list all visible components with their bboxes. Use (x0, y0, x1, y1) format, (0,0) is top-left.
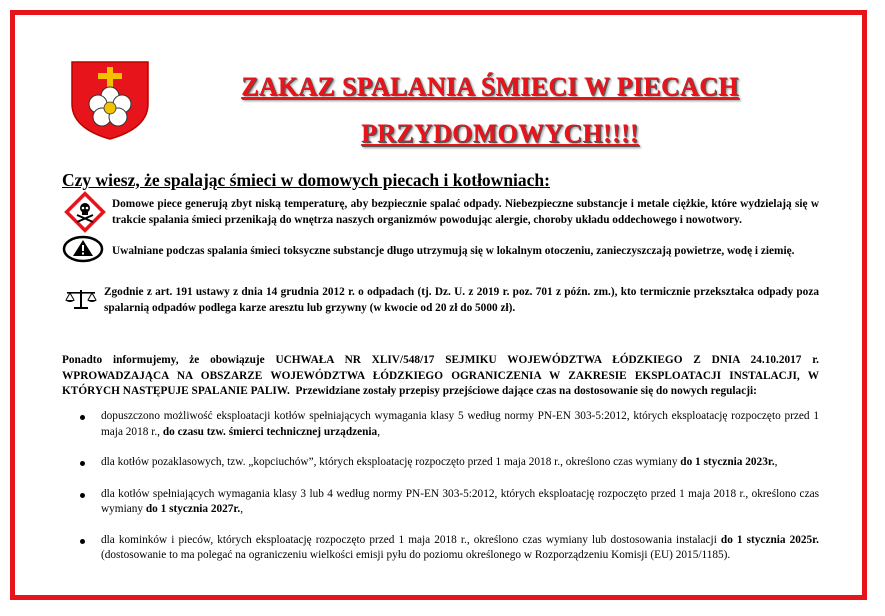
bullet-icon (80, 415, 85, 420)
regulation-deadline: do czasu tzw. śmierci technicznej urządzenia (162, 425, 378, 438)
coat-of-arms-emblem (70, 60, 150, 140)
toxic-hazard-icon (64, 191, 106, 233)
regulation-deadline: do 1 stycznia 2027r. (145, 503, 241, 515)
regulation-suffix: , (377, 425, 381, 438)
list-item (62, 409, 819, 440)
regulation-deadline: do 1 stycznia 2023r. (680, 456, 775, 468)
resolution-title: Ponadto informujemy, że obowiązuje UCHWAŁA NR XLIV/548/17 SEJMIKU WOJEWÓDZTWA ŁÓDZKIEGO Z DNIA 24.10.2017 r. WPROWADZAJĄCA NA OBSZARZE WOJEWÓDZTWA ŁÓDZKIEGO OGRANICZENIA W ZAKRESIE EKSPLOATACJI INSTALACJI, W KTÓRYCH NASTĘPUJE SPALANIE PALIW. (62, 354, 819, 397)
regulation-suffix: , (774, 456, 778, 468)
regulation-text: dopuszczono możliwość eksploatacji kotłów spełniających wymagania klasy 5 według normy PN-EN 303-5:2012, których eksploatację rozpoczęto przed 1 maja 2018 r., (101, 410, 819, 438)
title-line-2: PRZYDOMOWYCH!!!! (361, 119, 639, 148)
regulation-deadline: do 1 stycznia 2025r. (720, 533, 819, 546)
warning-icon (62, 235, 104, 263)
regulation-text: dla kotłów spełniających wymagania klasy 3 lub 4 według normy PN-EN 303-5:2012, których eksploatację rozpoczęto przed 1 maja 2018 r., określono czas wymiany (101, 487, 819, 515)
bullet-icon (80, 539, 85, 544)
resolution-intro (62, 353, 819, 400)
fact-penalty: Zgodnie z art. 191 ustawy z dnia 14 grudnia 2012 r. o odpadach (tj. Dz. U. z 2019 r. poz. 701 z późn. zm.), kto termicznie przekształca odpady poza spalarnią odpadów podlega karze aresztu lub grzywny (w kwocie od 20 zł do 5000 zł). (104, 286, 819, 314)
regulation-suffix: (dostosowanie to ma polegać na ograniczeniu wielkości emisji pyłu do poziomu określonego w Rozporządzeniu Komisji (EU) 2015/1185). (101, 549, 731, 561)
regulation-text: dla kotłów pozaklasowych, tzw. „kopciuchów”, których eksploatację rozpoczęto przed 1 maja 2018 r., określono czas wymiany (101, 456, 681, 468)
regulation-suffix: , (240, 503, 244, 515)
bullet-icon (80, 493, 85, 498)
list-item (62, 455, 819, 471)
scales-icon (64, 288, 98, 310)
fact-environment: Uwalniane podczas spalania śmieci toksyczne substancje długo utrzymują się w lokalnym otoczeniu, zanieczyszczają powietrze, wodę i ziemię. (112, 245, 795, 257)
regulations-list (62, 409, 819, 564)
bullet-icon (80, 461, 85, 466)
list-item (62, 533, 819, 564)
resolution-transition: Przewidziane zostały przepisy przejściowe dające czas na dostosowanie się do nowych regulacji: (295, 385, 757, 397)
question-heading: Czy wiesz, że spalając śmieci w domowych piecach i kotłowniach: (62, 170, 550, 190)
regulation-text: dla kominków i pieców, których eksploatację rozpoczęto przed 1 maja 2018 r., określono czas wymiany lub dostosowania instalacji (101, 533, 721, 546)
list-item (62, 487, 819, 518)
title-line-1: ZAKAZ SPALANIA ŚMIECI W PIECACH (241, 72, 739, 101)
fact-health: Domowe piece generują zbyt niską temperaturę, aby bezpiecznie spalać odpady. Niebezpieczne substancje i metale ciężkie, które wydzielają się w trakcie spalania śmieci przenikają do wnętrza naszych organizmów powodując alergie, choroby układu oddechowego i nowotwory. (112, 198, 819, 226)
